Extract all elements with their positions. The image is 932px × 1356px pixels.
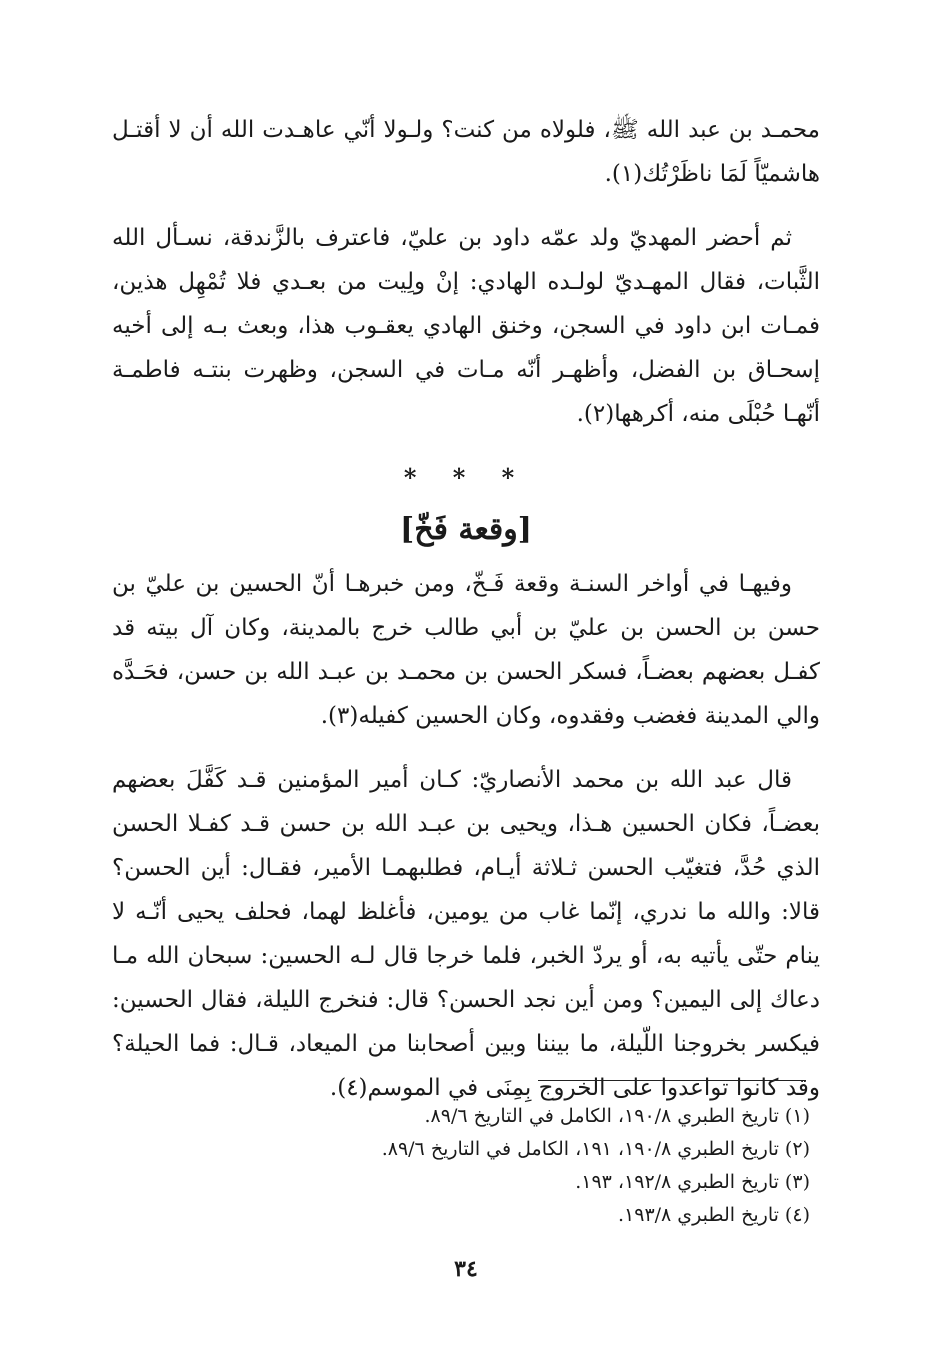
footnote-3: (٣) تاريخ الطبري ١٩٢/٨، ١٩٣. — [575, 1171, 810, 1193]
paragraph-4: قال عبد الله بن محمد الأنصاريّ: كـان أمير المؤمنين قـد كَفَّلَ بعضهم بعضـاً، فكان الحسين هـذا، ويحيى بن عبـد الله بن حسن قـد كفـلا الحسن الذي حُدَّ، فتغيّب الحسن ثـلاثة أيـام، فطلبهمـا الأمير، فقـال: أين الحسن؟ قالا: والله ما ندري، إنّما غاب من يومين، فأغلظ لهما، فحلف يحيى أنّـه لا ينام حتّى يأتيه به، أو يردّ الخبر، فلما خرجا قال لـه الحسين: سبحان الله مـا دعاك إلى اليمين؟ ومن أين نجد الحسن؟ قال: فنخرج الليلة، فقال الحسين: فيكسر بخروجنا اللّيلة، ما بيننا وبين أصحابنا من الميعاد، قـال: فما الحيلة؟ وقد كانوا تواعدوا على الخروج بِمِنَى في الموسم(٤). — [112, 767, 820, 1101]
footnote-divider — [538, 1080, 806, 1081]
footnote-4: (٤) تاريخ الطبري ١٩٣/٨. — [617, 1204, 810, 1226]
paragraph-2: ثم أحضر المهديّ ولد عمّه داود بن عليّ، فاعترف بالزَّندقة، نسـأل الله الثَّبات، فقال المهـديّ لولـده الهادي: إنْ ولِيت من بعـدي فلا تُمْهِل هذين، فمـات ابن داود في السجن، وخنق الهادي يعقـوب هذا، وبعث بـه إلى أخيه إسحـاق بن الفضل، وأظهـر أنّه مـات في السجن، وظهرت بنتـه فاطمـة أنّهـا حُبْلَى منه، أكرهها(٢). — [112, 225, 820, 427]
paragraph-1: محمـد بن عبد الله ﷺ، فلولاه من كنت؟ ولـولا أنّي عاهـدت الله أن لا أقتـل هاشميّاً لَمَا ناظَرْتُك(١). — [112, 117, 820, 187]
footnotes — [300, 1100, 810, 1232]
page-number: ٣٤ — [454, 1256, 478, 1282]
section-separator: * * * — [403, 463, 529, 492]
footnote-2: (٢) تاريخ الطبري ١٩٠/٨، ١٩١، الكامل في التاريخ ٨٩/٦. — [381, 1138, 810, 1160]
main-text — [112, 108, 820, 1130]
section-heading: [وقعة فَخّ] — [400, 512, 532, 547]
footnote-1: (١) تاريخ الطبري ١٩٠/٨، الكامل في التاريخ ٨٩/٦. — [424, 1105, 810, 1127]
paragraph-3: وفيهـا في أواخر السنـة وقعة فَـخّ، ومن خبرهـا أنّ الحسين بن عليّ بن حسن بن الحسن بن عليّ بن أبي طالب خرج بالمدينة، وكان آل بيته قد كفـل بعضهم بعضـاً، فسكر الحسن بن محمـد بن عبـد الله بن حسن، فحَـدَّه والي المدينة فغضب وفقدوه، وكان الحسين كفيله(٣). — [112, 571, 820, 729]
